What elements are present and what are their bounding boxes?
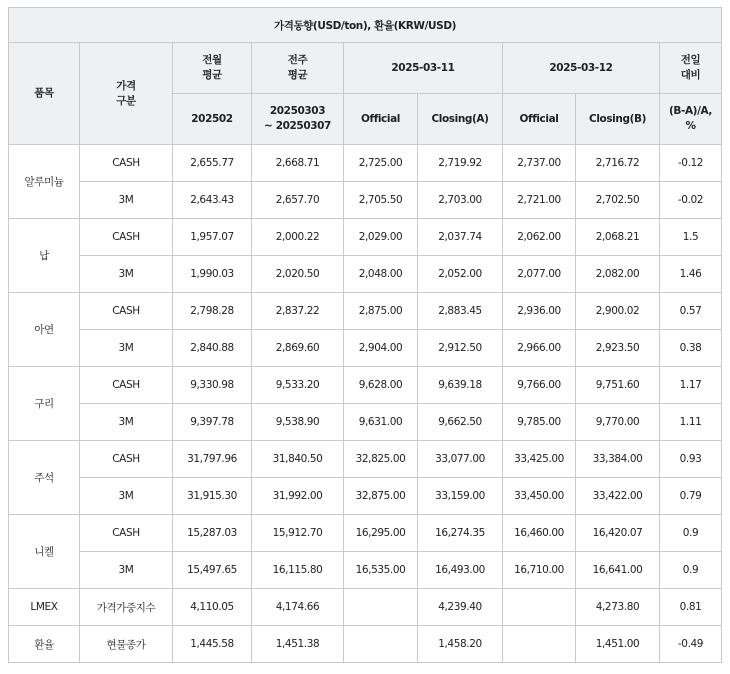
prev-month-value: 1,990.03 <box>173 256 252 293</box>
header-official-2: Official <box>503 94 576 145</box>
official-1-value <box>344 589 418 626</box>
official-1-value: 2,705.50 <box>344 182 418 219</box>
metal-name: 구리 <box>9 367 80 441</box>
change-value: 1.17 <box>660 367 722 404</box>
prev-week-value: 2,668.71 <box>252 145 344 182</box>
prev-week-value: 2,657.70 <box>252 182 344 219</box>
closing-a-value: 33,077.00 <box>418 441 503 478</box>
table-row <box>9 219 722 256</box>
closing-a-value: 9,639.18 <box>418 367 503 404</box>
price-type: 3M <box>80 404 173 441</box>
prev-week-value: 15,912.70 <box>252 515 344 552</box>
closing-b-value: 1,451.00 <box>576 626 660 663</box>
closing-b-value: 16,641.00 <box>576 552 660 589</box>
closing-b-value: 2,068.21 <box>576 219 660 256</box>
prev-month-value: 15,497.65 <box>173 552 252 589</box>
header-date2: 2025-03-12 <box>503 43 660 94</box>
metal-name: 납 <box>9 219 80 293</box>
official-2-value: 2,936.00 <box>503 293 576 330</box>
table-title: 가격동향(USD/ton), 환율(KRW/USD) <box>9 8 722 43</box>
table-row <box>9 256 722 293</box>
header-change: (B-A)/A, % <box>660 94 722 145</box>
table-row <box>9 367 722 404</box>
prev-month-value: 9,330.98 <box>173 367 252 404</box>
official-2-value: 2,737.00 <box>503 145 576 182</box>
closing-a-value: 4,239.40 <box>418 589 503 626</box>
closing-b-value: 33,384.00 <box>576 441 660 478</box>
header-prev-month: 전월 평균 <box>173 43 252 94</box>
official-2-value <box>503 589 576 626</box>
change-value: 1.11 <box>660 404 722 441</box>
official-1-value: 16,295.00 <box>344 515 418 552</box>
prev-week-value: 4,174.66 <box>252 589 344 626</box>
closing-b-value: 2,716.72 <box>576 145 660 182</box>
price-table <box>8 7 722 663</box>
official-2-value: 33,450.00 <box>503 478 576 515</box>
change-value: 0.93 <box>660 441 722 478</box>
prev-week-value: 9,533.20 <box>252 367 344 404</box>
price-type: CASH <box>80 367 173 404</box>
change-value: 0.57 <box>660 293 722 330</box>
table-body <box>9 145 722 663</box>
prev-week-value: 2,869.60 <box>252 330 344 367</box>
table-row <box>9 182 722 219</box>
header-prev-month-period: 202502 <box>173 94 252 145</box>
closing-a-value: 9,662.50 <box>418 404 503 441</box>
table-row <box>9 293 722 330</box>
official-2-value: 2,966.00 <box>503 330 576 367</box>
official-1-value: 2,725.00 <box>344 145 418 182</box>
prev-week-value: 16,115.80 <box>252 552 344 589</box>
official-1-value: 32,825.00 <box>344 441 418 478</box>
prev-month-value: 4,110.05 <box>173 589 252 626</box>
prev-month-value: 9,397.78 <box>173 404 252 441</box>
header-price-type: 가격 구분 <box>80 43 173 145</box>
price-type: CASH <box>80 515 173 552</box>
prev-week-value: 2,000.22 <box>252 219 344 256</box>
closing-a-value: 2,703.00 <box>418 182 503 219</box>
closing-a-value: 33,159.00 <box>418 478 503 515</box>
closing-b-value: 9,751.60 <box>576 367 660 404</box>
closing-b-value: 2,923.50 <box>576 330 660 367</box>
price-type: 3M <box>80 256 173 293</box>
change-value: 0.81 <box>660 589 722 626</box>
price-type: 가격가중지수 <box>80 589 173 626</box>
official-1-value: 9,628.00 <box>344 367 418 404</box>
closing-b-value: 2,900.02 <box>576 293 660 330</box>
closing-b-value: 16,420.07 <box>576 515 660 552</box>
closing-b-value: 4,273.80 <box>576 589 660 626</box>
official-1-value: 2,029.00 <box>344 219 418 256</box>
table-row <box>9 330 722 367</box>
closing-b-value: 9,770.00 <box>576 404 660 441</box>
closing-b-value: 33,422.00 <box>576 478 660 515</box>
table-row <box>9 478 722 515</box>
prev-month-value: 1,445.58 <box>173 626 252 663</box>
prev-month-value: 2,655.77 <box>173 145 252 182</box>
prev-month-value: 2,643.43 <box>173 182 252 219</box>
official-2-value: 16,460.00 <box>503 515 576 552</box>
change-value: 0.9 <box>660 515 722 552</box>
index-name: LMEX <box>9 589 80 626</box>
closing-a-value: 1,458.20 <box>418 626 503 663</box>
official-2-value: 16,710.00 <box>503 552 576 589</box>
change-value: -0.02 <box>660 182 722 219</box>
closing-a-value: 2,037.74 <box>418 219 503 256</box>
table-row <box>9 552 722 589</box>
metal-name: 주석 <box>9 441 80 515</box>
change-value: 0.79 <box>660 478 722 515</box>
closing-b-value: 2,082.00 <box>576 256 660 293</box>
table-row <box>9 441 722 478</box>
official-1-value: 2,904.00 <box>344 330 418 367</box>
prev-month-value: 31,797.96 <box>173 441 252 478</box>
official-1-value: 2,875.00 <box>344 293 418 330</box>
change-value: 0.9 <box>660 552 722 589</box>
prev-week-value: 31,840.50 <box>252 441 344 478</box>
closing-a-value: 2,719.92 <box>418 145 503 182</box>
official-2-value: 9,785.00 <box>503 404 576 441</box>
exchange-rate-name: 환율 <box>9 626 80 663</box>
price-type: 3M <box>80 330 173 367</box>
prev-week-value: 9,538.90 <box>252 404 344 441</box>
metal-name: 알루미늄 <box>9 145 80 219</box>
official-1-value: 32,875.00 <box>344 478 418 515</box>
header-closing-a: Closing(A) <box>418 94 503 145</box>
prev-week-value: 2,020.50 <box>252 256 344 293</box>
table-row <box>9 626 722 663</box>
prev-week-value: 1,451.38 <box>252 626 344 663</box>
change-value: -0.12 <box>660 145 722 182</box>
official-2-value: 9,766.00 <box>503 367 576 404</box>
price-type: 3M <box>80 182 173 219</box>
official-1-value: 2,048.00 <box>344 256 418 293</box>
header-prev-week: 전주 평균 <box>252 43 344 94</box>
prev-week-value: 2,837.22 <box>252 293 344 330</box>
closing-a-value: 16,493.00 <box>418 552 503 589</box>
official-1-value <box>344 626 418 663</box>
change-value: -0.49 <box>660 626 722 663</box>
closing-a-value: 2,912.50 <box>418 330 503 367</box>
header-date1: 2025-03-11 <box>344 43 503 94</box>
price-type: CASH <box>80 293 173 330</box>
table-row <box>9 589 722 626</box>
header-item: 품목 <box>9 43 80 145</box>
change-value: 1.5 <box>660 219 722 256</box>
prev-month-value: 1,957.07 <box>173 219 252 256</box>
price-type: CASH <box>80 219 173 256</box>
metal-name: 아연 <box>9 293 80 367</box>
change-value: 1.46 <box>660 256 722 293</box>
official-2-value <box>503 626 576 663</box>
change-value: 0.38 <box>660 330 722 367</box>
price-type: 3M <box>80 478 173 515</box>
prev-month-value: 15,287.03 <box>173 515 252 552</box>
header-prev-day: 전일 대비 <box>660 43 722 94</box>
prev-month-value: 2,840.88 <box>173 330 252 367</box>
table-row <box>9 515 722 552</box>
price-type: CASH <box>80 441 173 478</box>
closing-b-value: 2,702.50 <box>576 182 660 219</box>
metal-name: 니켈 <box>9 515 80 589</box>
price-type: CASH <box>80 145 173 182</box>
price-type: 현물종가 <box>80 626 173 663</box>
prev-month-value: 31,915.30 <box>173 478 252 515</box>
header-closing-b: Closing(B) <box>576 94 660 145</box>
official-2-value: 2,062.00 <box>503 219 576 256</box>
official-1-value: 9,631.00 <box>344 404 418 441</box>
price-type: 3M <box>80 552 173 589</box>
closing-a-value: 2,052.00 <box>418 256 503 293</box>
official-2-value: 33,425.00 <box>503 441 576 478</box>
header-prev-week-period: 20250303 ~ 20250307 <box>252 94 344 145</box>
prev-week-value: 31,992.00 <box>252 478 344 515</box>
official-1-value: 16,535.00 <box>344 552 418 589</box>
table-row <box>9 145 722 182</box>
table-row <box>9 404 722 441</box>
closing-a-value: 2,883.45 <box>418 293 503 330</box>
official-2-value: 2,721.00 <box>503 182 576 219</box>
closing-a-value: 16,274.35 <box>418 515 503 552</box>
header-official-1: Official <box>344 94 418 145</box>
official-2-value: 2,077.00 <box>503 256 576 293</box>
prev-month-value: 2,798.28 <box>173 293 252 330</box>
